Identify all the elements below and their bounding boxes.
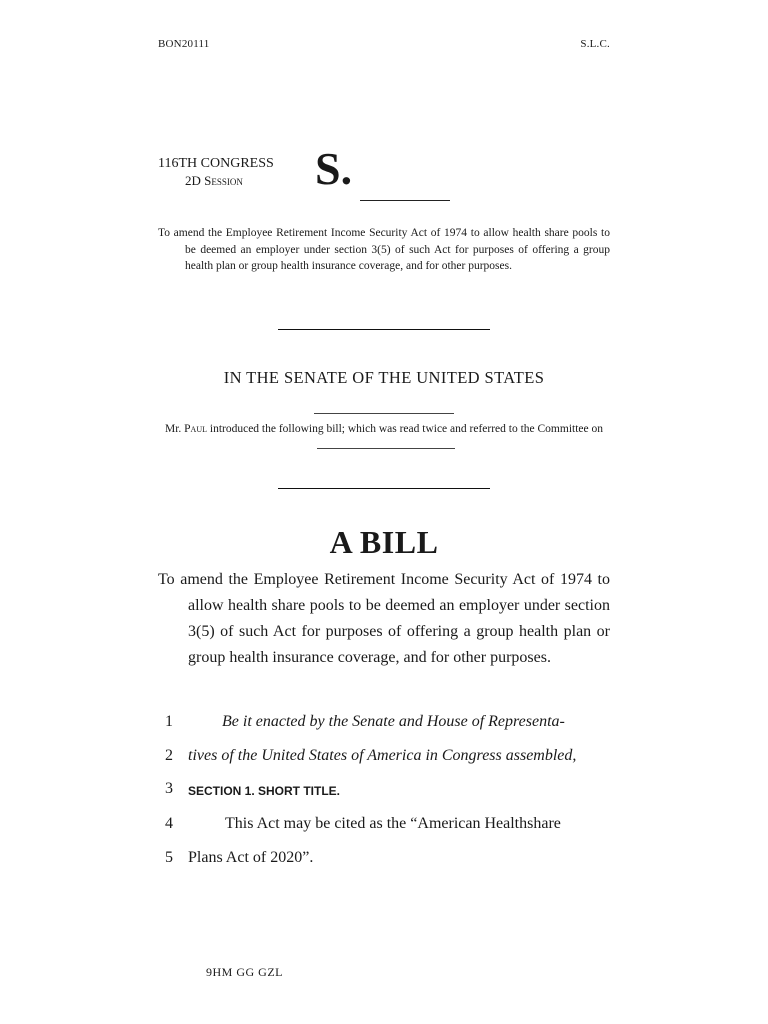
session-number: 2: [185, 173, 192, 188]
bill-designator: S.: [315, 143, 353, 194]
line-number: 2: [165, 747, 173, 764]
line-number: 3: [165, 780, 173, 797]
line-number: 5: [165, 849, 173, 866]
line-number: 4: [165, 815, 173, 832]
sponsor-prefix: Mr.: [164, 423, 182, 435]
bill-number-blank: [360, 200, 450, 201]
purpose-summary: To amend the Employee Retirement Income Security Act of 1974 to allow health share pools to be deemed an employer under section 3(5) of such Act for purposes of offering a group health plan or group health insurance coverage, and for other purposes.: [158, 227, 610, 272]
committee-blank: [317, 439, 455, 449]
document-id: BON20111: [158, 38, 210, 50]
session-label: [185, 173, 243, 189]
enacting-clause-line: Be it enacted by the Senate and House of Representa-: [222, 713, 565, 730]
bill-purpose: To amend the Employee Retirement Income Security Act of 1974 to allow health share pools to be deemed an employer under section 3(5) of such Act for purposes of offering a group health plan or group health insurance coverage, and for other purposes.: [158, 571, 610, 666]
divider-rule: [278, 329, 490, 330]
short-title-text: Plans Act of 2020”.: [188, 849, 314, 866]
congress-number-suffix: TH: [178, 156, 198, 171]
short-divider: [314, 413, 454, 414]
divider-rule: [278, 488, 490, 489]
enacting-clause-line: tives of the United States of America in Congress assembled,: [188, 747, 577, 764]
congress-word: CONGRESS: [200, 156, 274, 171]
short-title-text: This Act may be cited as the “American Healthshare: [225, 815, 561, 832]
senate-heading: IN THE SENATE OF THE UNITED STATES: [223, 368, 545, 387]
session-suffix: D: [191, 173, 201, 188]
section-heading: SECTION 1. SHORT TITLE.: [188, 784, 341, 798]
introduction-text: [158, 421, 610, 455]
line-number: 1: [165, 713, 173, 730]
congress-number: [158, 156, 274, 172]
session-word: Session: [204, 173, 243, 188]
slc-marker: S.L.C.: [580, 38, 610, 50]
sponsor-name: Paul: [184, 423, 207, 435]
congress-number-value: 116: [158, 156, 179, 171]
introduction-body: introduced the following bill; which was read twice and referred to the Committee on: [209, 423, 603, 435]
bill-title: A BILL: [329, 524, 439, 560]
footer-code: 9HM GG GZL: [206, 965, 283, 979]
